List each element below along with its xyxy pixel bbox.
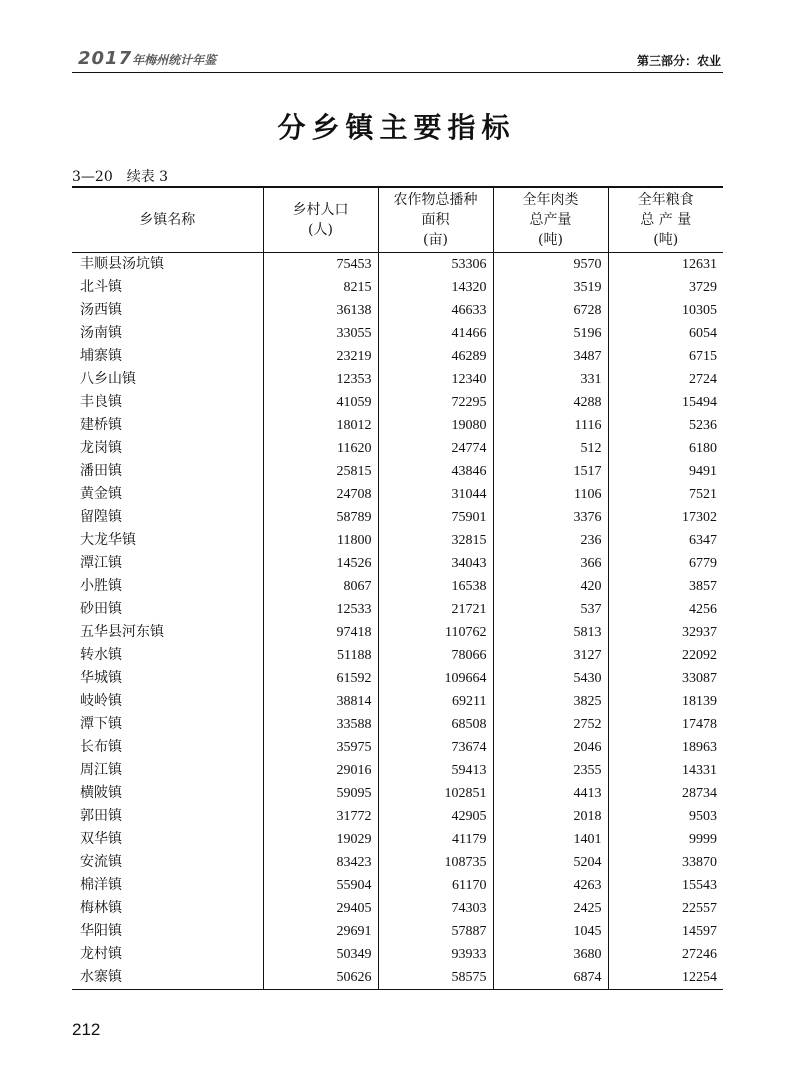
value-cell: 53306	[378, 253, 493, 277]
value-cell: 366	[493, 552, 608, 575]
value-cell: 2018	[493, 805, 608, 828]
value-cell: 3127	[493, 644, 608, 667]
value-cell: 43846	[378, 460, 493, 483]
value-cell: 9999	[608, 828, 723, 851]
value-cell: 33588	[263, 713, 378, 736]
table-row	[72, 736, 723, 759]
value-cell: 11620	[263, 437, 378, 460]
value-cell: 3729	[608, 276, 723, 299]
value-cell: 51188	[263, 644, 378, 667]
town-name-cell: 潭下镇	[80, 716, 122, 732]
table-row	[72, 943, 723, 966]
value-cell: 25815	[263, 460, 378, 483]
header-row	[72, 187, 723, 253]
value-cell: 33055	[263, 322, 378, 345]
statistics-table	[72, 186, 723, 990]
value-cell: 50626	[263, 966, 378, 990]
value-cell: 3825	[493, 690, 608, 713]
town-name-cell: 丰良镇	[80, 394, 122, 410]
page-number: 212	[72, 1020, 101, 1039]
table-row	[72, 299, 723, 322]
value-cell: 68508	[378, 713, 493, 736]
header-divider	[72, 72, 723, 73]
table-row	[72, 920, 723, 943]
column-header-line: 全年肉类	[522, 192, 579, 208]
value-cell: 11800	[263, 529, 378, 552]
value-cell: 23219	[263, 345, 378, 368]
value-cell: 6054	[608, 322, 723, 345]
value-cell: 6715	[608, 345, 723, 368]
value-cell: 12254	[608, 966, 723, 990]
value-cell: 50349	[263, 943, 378, 966]
table-row	[72, 552, 723, 575]
value-cell: 29405	[263, 897, 378, 920]
value-cell: 1106	[493, 483, 608, 506]
value-cell: 9503	[608, 805, 723, 828]
table-row	[72, 253, 723, 277]
value-cell: 109664	[378, 667, 493, 690]
town-name-cell: 安流镇	[80, 854, 122, 870]
value-cell: 3680	[493, 943, 608, 966]
yearbook-year: 2017	[78, 48, 133, 69]
table-row	[72, 437, 723, 460]
value-cell: 74303	[378, 897, 493, 920]
yearbook-name: 年梅州统计年鉴	[132, 53, 217, 67]
value-cell: 24708	[263, 483, 378, 506]
column-header-line: 总产量	[529, 212, 572, 228]
value-cell: 32815	[378, 529, 493, 552]
value-cell: 38814	[263, 690, 378, 713]
value-cell: 69211	[378, 690, 493, 713]
town-name-cell: 龙岗镇	[80, 440, 122, 456]
value-cell: 58575	[378, 966, 493, 990]
table-label: 3—20 续表 3	[72, 169, 169, 185]
value-cell: 6779	[608, 552, 723, 575]
town-name-cell: 华城镇	[80, 670, 122, 686]
value-cell: 9491	[608, 460, 723, 483]
town-name-cell: 砂田镇	[80, 601, 122, 617]
table-row	[72, 575, 723, 598]
column-header	[378, 187, 493, 253]
column-header-line: 乡村人口	[292, 202, 349, 218]
yearbook-title	[78, 48, 216, 69]
town-name-cell: 丰顺县汤坑镇	[80, 256, 164, 272]
value-cell: 55904	[263, 874, 378, 897]
table-row	[72, 276, 723, 299]
value-cell: 46289	[378, 345, 493, 368]
value-cell: 5196	[493, 322, 608, 345]
town-name-cell: 埔寨镇	[80, 348, 122, 364]
value-cell: 12533	[263, 598, 378, 621]
town-name-cell: 龙村镇	[80, 946, 122, 962]
value-cell: 4413	[493, 782, 608, 805]
value-cell: 15494	[608, 391, 723, 414]
column-header-line: 全年粮食	[637, 192, 694, 208]
table-row	[72, 598, 723, 621]
value-cell: 537	[493, 598, 608, 621]
table-row	[72, 805, 723, 828]
value-cell: 14331	[608, 759, 723, 782]
value-cell: 2724	[608, 368, 723, 391]
table-row	[72, 966, 723, 990]
table-header	[72, 187, 723, 253]
value-cell: 1401	[493, 828, 608, 851]
value-cell: 14597	[608, 920, 723, 943]
value-cell: 36138	[263, 299, 378, 322]
value-cell: 32937	[608, 621, 723, 644]
town-name-cell: 长布镇	[80, 739, 122, 755]
table-row	[72, 897, 723, 920]
column-header-line: 面积	[421, 212, 450, 228]
town-name-cell: 大龙华镇	[80, 532, 136, 548]
value-cell: 61170	[378, 874, 493, 897]
value-cell: 21721	[378, 598, 493, 621]
value-cell: 34043	[378, 552, 493, 575]
table-row	[72, 782, 723, 805]
table-row	[72, 414, 723, 437]
column-header	[72, 187, 263, 253]
column-header-line: 总 产 量	[640, 212, 692, 228]
value-cell: 12340	[378, 368, 493, 391]
value-cell: 19080	[378, 414, 493, 437]
town-name-cell: 小胜镇	[80, 578, 122, 594]
value-cell: 57887	[378, 920, 493, 943]
value-cell: 236	[493, 529, 608, 552]
column-header	[608, 187, 723, 253]
town-name-cell: 郭田镇	[80, 808, 122, 824]
table-row	[72, 621, 723, 644]
column-header-line: (吨)	[653, 232, 679, 248]
value-cell: 16538	[378, 575, 493, 598]
value-cell: 5430	[493, 667, 608, 690]
value-cell: 75901	[378, 506, 493, 529]
value-cell: 110762	[378, 621, 493, 644]
column-header-line: 农作物总播种	[393, 192, 478, 208]
value-cell: 61592	[263, 667, 378, 690]
value-cell: 18139	[608, 690, 723, 713]
town-name-cell: 留隍镇	[80, 509, 122, 525]
value-cell: 12353	[263, 368, 378, 391]
column-header-line: (亩)	[423, 232, 448, 248]
value-cell: 31044	[378, 483, 493, 506]
value-cell: 46633	[378, 299, 493, 322]
town-name-cell: 黄金镇	[80, 486, 122, 502]
value-cell: 19029	[263, 828, 378, 851]
table-row	[72, 713, 723, 736]
town-name-cell: 八乡山镇	[80, 371, 136, 387]
table-row	[72, 690, 723, 713]
value-cell: 75453	[263, 253, 378, 277]
value-cell: 7521	[608, 483, 723, 506]
table-row	[72, 483, 723, 506]
value-cell: 420	[493, 575, 608, 598]
value-cell: 331	[493, 368, 608, 391]
town-name-cell: 周江镇	[80, 762, 122, 778]
value-cell: 2752	[493, 713, 608, 736]
value-cell: 27246	[608, 943, 723, 966]
town-name-cell: 梅林镇	[80, 900, 122, 916]
value-cell: 8067	[263, 575, 378, 598]
value-cell: 3376	[493, 506, 608, 529]
value-cell: 72295	[378, 391, 493, 414]
section-title: 第三部分：农业	[636, 54, 721, 68]
value-cell: 18963	[608, 736, 723, 759]
table-row	[72, 667, 723, 690]
town-name-cell: 华阳镇	[80, 923, 122, 939]
value-cell: 6347	[608, 529, 723, 552]
value-cell: 93933	[378, 943, 493, 966]
value-cell: 4256	[608, 598, 723, 621]
value-cell: 31772	[263, 805, 378, 828]
value-cell: 9570	[493, 253, 608, 277]
value-cell: 8215	[263, 276, 378, 299]
table-row	[72, 345, 723, 368]
table-row	[72, 828, 723, 851]
table-row	[72, 322, 723, 345]
value-cell: 512	[493, 437, 608, 460]
value-cell: 15543	[608, 874, 723, 897]
value-cell: 17302	[608, 506, 723, 529]
value-cell: 12631	[608, 253, 723, 277]
value-cell: 73674	[378, 736, 493, 759]
value-cell: 17478	[608, 713, 723, 736]
value-cell: 22092	[608, 644, 723, 667]
value-cell: 35975	[263, 736, 378, 759]
value-cell: 2046	[493, 736, 608, 759]
value-cell: 1116	[493, 414, 608, 437]
value-cell: 41466	[378, 322, 493, 345]
town-name-cell: 潭江镇	[80, 555, 122, 571]
town-name-cell: 双华镇	[80, 831, 122, 847]
town-name-cell: 岐岭镇	[80, 693, 122, 709]
town-name-cell: 汤西镇	[80, 302, 122, 318]
value-cell: 102851	[378, 782, 493, 805]
column-header-line: 乡镇名称	[139, 212, 196, 228]
value-cell: 4288	[493, 391, 608, 414]
town-name-cell: 五华县河东镇	[80, 624, 164, 640]
value-cell: 4263	[493, 874, 608, 897]
table-row	[72, 851, 723, 874]
value-cell: 3487	[493, 345, 608, 368]
value-cell: 5236	[608, 414, 723, 437]
value-cell: 97418	[263, 621, 378, 644]
value-cell: 108735	[378, 851, 493, 874]
town-name-cell: 棉洋镇	[80, 877, 122, 893]
value-cell: 41179	[378, 828, 493, 851]
value-cell: 29691	[263, 920, 378, 943]
town-name-cell: 水寨镇	[72, 966, 263, 990]
value-cell: 22557	[608, 897, 723, 920]
value-cell: 6180	[608, 437, 723, 460]
page-title: 分乡镇主要指标	[277, 111, 516, 144]
value-cell: 41059	[263, 391, 378, 414]
value-cell: 59095	[263, 782, 378, 805]
value-cell: 14526	[263, 552, 378, 575]
town-name-cell: 北斗镇	[80, 279, 122, 295]
value-cell: 6728	[493, 299, 608, 322]
value-cell: 3857	[608, 575, 723, 598]
value-cell: 28734	[608, 782, 723, 805]
town-name-cell: 横陂镇	[80, 785, 122, 801]
value-cell: 24774	[378, 437, 493, 460]
town-name-cell: 转水镇	[80, 647, 122, 663]
table-body	[72, 253, 723, 990]
table-row	[72, 874, 723, 897]
town-name-cell: 建桥镇	[80, 417, 122, 433]
table-row	[72, 506, 723, 529]
table-row	[72, 460, 723, 483]
value-cell: 2425	[493, 897, 608, 920]
value-cell: 1517	[493, 460, 608, 483]
value-cell: 5813	[493, 621, 608, 644]
value-cell: 78066	[378, 644, 493, 667]
town-name-cell: 汤南镇	[80, 325, 122, 341]
value-cell: 18012	[263, 414, 378, 437]
column-header-line: (人)	[308, 222, 333, 238]
value-cell: 5204	[493, 851, 608, 874]
value-cell: 83423	[263, 851, 378, 874]
running-header	[72, 46, 723, 72]
table-row	[72, 391, 723, 414]
value-cell: 3519	[493, 276, 608, 299]
value-cell: 10305	[608, 299, 723, 322]
value-cell: 29016	[263, 759, 378, 782]
table-row	[72, 368, 723, 391]
value-cell: 59413	[378, 759, 493, 782]
table-row	[72, 759, 723, 782]
column-header	[263, 187, 378, 253]
value-cell: 1045	[493, 920, 608, 943]
town-name-cell: 潘田镇	[80, 463, 122, 479]
value-cell: 6874	[493, 966, 608, 990]
value-cell: 58789	[263, 506, 378, 529]
column-header	[493, 187, 608, 253]
column-header-line: (吨)	[538, 232, 563, 248]
value-cell: 2355	[493, 759, 608, 782]
value-cell: 14320	[378, 276, 493, 299]
table-row	[72, 529, 723, 552]
value-cell: 33870	[608, 851, 723, 874]
table-row	[72, 644, 723, 667]
value-cell: 42905	[378, 805, 493, 828]
value-cell: 33087	[608, 667, 723, 690]
